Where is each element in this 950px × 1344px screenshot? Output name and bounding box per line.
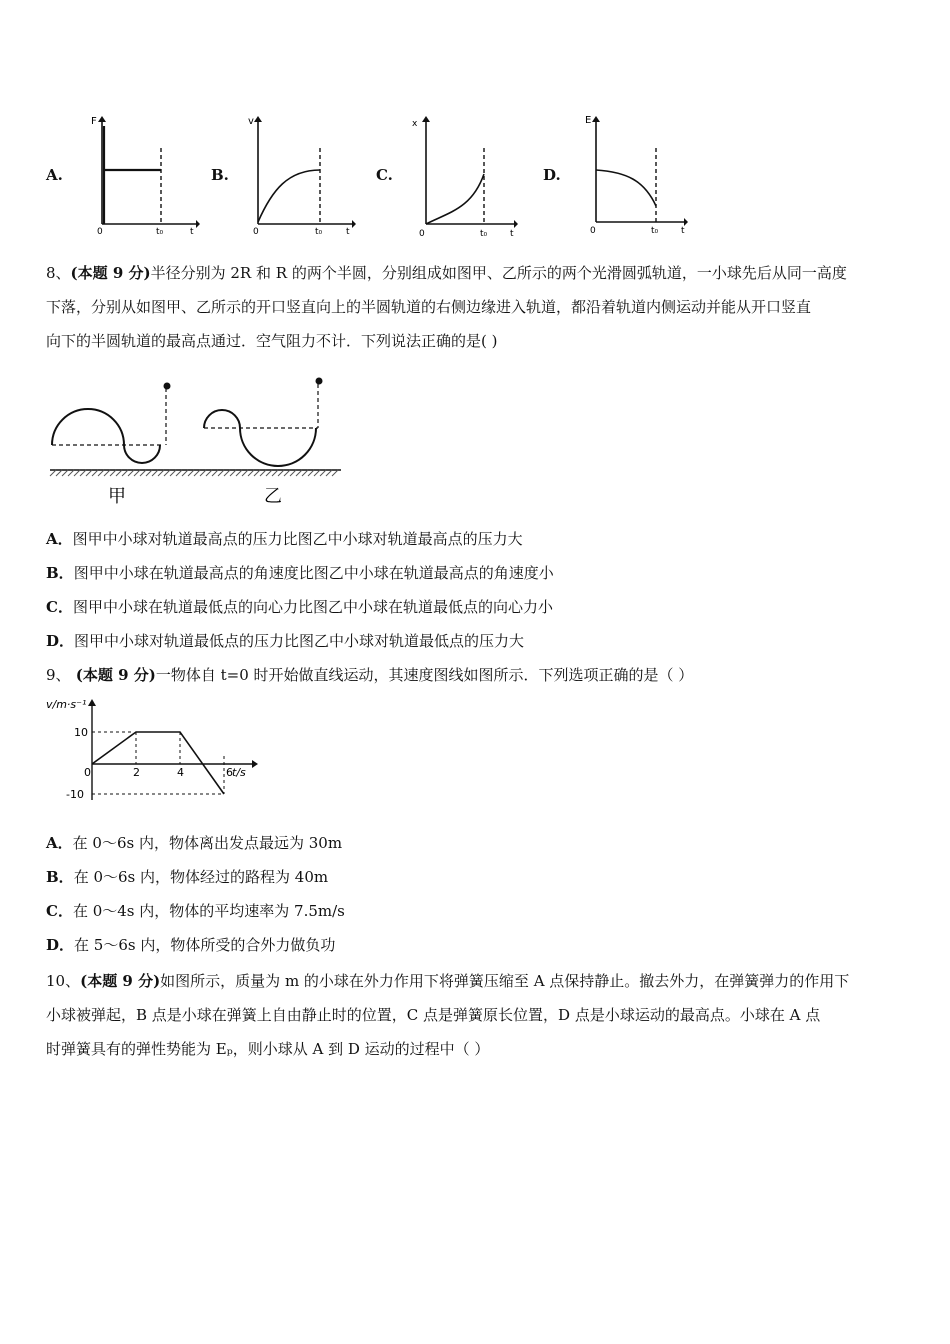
q10-tag: (本题 9 分) (80, 972, 161, 990)
graph-c-displacement-time (410, 112, 525, 240)
q9-option-b[interactable]: B．在 0～6s 内，物体经过的路程为 40m (46, 868, 329, 886)
q9-tick-0: 0 (84, 766, 91, 779)
q9-option-a[interactable]: A．在 0～6s 内，物体离出发点最远为 30m (46, 834, 343, 852)
q10-number: 10、 (46, 972, 81, 990)
q8-option-c[interactable]: C．图甲中小球在轨道最低点的向心力比图乙中小球在轨道最低点的向心力小 (46, 598, 553, 616)
option-d-label[interactable]: D. (543, 166, 561, 184)
q9-options (46, 826, 906, 962)
q8-option-b[interactable]: B．图甲中小球在轨道最高点的角速度比图乙中小球在轨道最高点的角速度小 (46, 564, 554, 582)
q9-option-d[interactable]: D．在 5～6s 内，物体所受的合外力做负功 (46, 936, 336, 954)
graph-a-t0: t₀ (156, 227, 164, 237)
graph-a-origin: 0 (97, 227, 103, 237)
q9-tick-4: 4 (177, 766, 184, 779)
graph-d-t0: t₀ (651, 226, 659, 236)
q8-figure-label-jia: 甲 (108, 486, 126, 507)
graph-b-origin: 0 (253, 227, 259, 237)
option-a-label[interactable]: A. (46, 166, 63, 184)
q9-velocity-graph (46, 696, 276, 808)
q8-figure-label-yi: 乙 (264, 486, 282, 507)
q8-line3: 向下的半圆轨道的最高点通过．空气阻力不计．下列说法正确的是( ) (46, 332, 498, 350)
graph-b-t0: t₀ (315, 227, 323, 237)
q9-option-c[interactable]: C．在 0～4s 内，物体的平均速率为 7.5m/s (46, 902, 345, 920)
graph-d-y-label: E (585, 115, 592, 126)
q10-line2: 小球被弹起，B 点是小球在弹簧上自由静止时的位置，C 点是弹簧原长位置，D 点是小球运动的最高点。小球在 A 点 (46, 1006, 821, 1024)
q8-track-figure (46, 372, 346, 512)
graph-b-t-label: t (346, 227, 350, 237)
graph-c-t-label: t (510, 229, 514, 239)
q9-number: 9、 (46, 666, 71, 684)
option-b-label[interactable]: B. (211, 166, 229, 184)
q8-option-d[interactable]: D．图甲中小球对轨道最低点的压力比图乙中小球对轨道最低点的压力大 (46, 632, 525, 650)
option-c-label[interactable]: C. (376, 166, 393, 184)
q9-tick-10: 10 (74, 726, 88, 739)
q8-option-a[interactable]: A．图甲中小球对轨道最高点的压力比图乙中小球对轨道最高点的压力大 (46, 530, 523, 548)
graph-c-y-label: x (412, 119, 418, 129)
q9-tick-6: 6 (226, 766, 233, 779)
q10-line1: 如图所示，质量为 m 的小球在外力作用下将弹簧压缩至 A 点保持静止。撤去外力，在弹簧弹力的作用下 (160, 972, 850, 990)
q9-stem-text: 一物体自 t=0 时开始做直线运动，其速度图线如图所示．下列选项正确的是（ ） (155, 666, 694, 684)
q8-tag: (本题 9 分) (70, 264, 151, 282)
graph-a-y-label: F (91, 116, 97, 127)
graph-d-origin: 0 (590, 226, 596, 236)
q8-line2: 下落，分别从如图甲、乙所示的开口竖直向上的半圆轨道的右侧边缘进入轨道，都沿着轨道内侧运动并能从开口竖直 (46, 298, 812, 316)
q10-line3: 时弹簧具有的弹性势能为 Eₚ，则小球从 A 到 D 运动的过程中（ ） (46, 1040, 490, 1058)
q9-y-axis-label: v/m·s⁻¹ (46, 698, 87, 711)
graph-d-energy-time (580, 112, 695, 240)
q9-tick-2: 2 (133, 766, 140, 779)
q8-stem (46, 256, 906, 358)
q10-stem (46, 964, 906, 1066)
q9-x-axis-label: t/s (232, 766, 246, 779)
q9-tick-neg10: -10 (66, 788, 84, 801)
graph-b-velocity-time (244, 112, 359, 240)
q8-line1: 半径分别为 2R 和 R 的两个半圆，分别组成如图甲、乙所示的两个光滑圆弧轨道，一小球先后从同一高度 (150, 264, 847, 282)
graph-b-y-label: v (248, 116, 254, 127)
graph-c-t0: t₀ (480, 229, 488, 239)
q8-options (46, 522, 906, 658)
q9-stem (46, 658, 906, 692)
graph-a-force-time (86, 112, 201, 240)
q9-tag: (本题 9 分) (70, 666, 156, 684)
q8-number: 8、 (46, 264, 71, 282)
graph-c-origin: 0 (419, 229, 425, 239)
graph-d-t-label: t (681, 226, 685, 236)
graph-a-t-label: t (190, 227, 194, 237)
